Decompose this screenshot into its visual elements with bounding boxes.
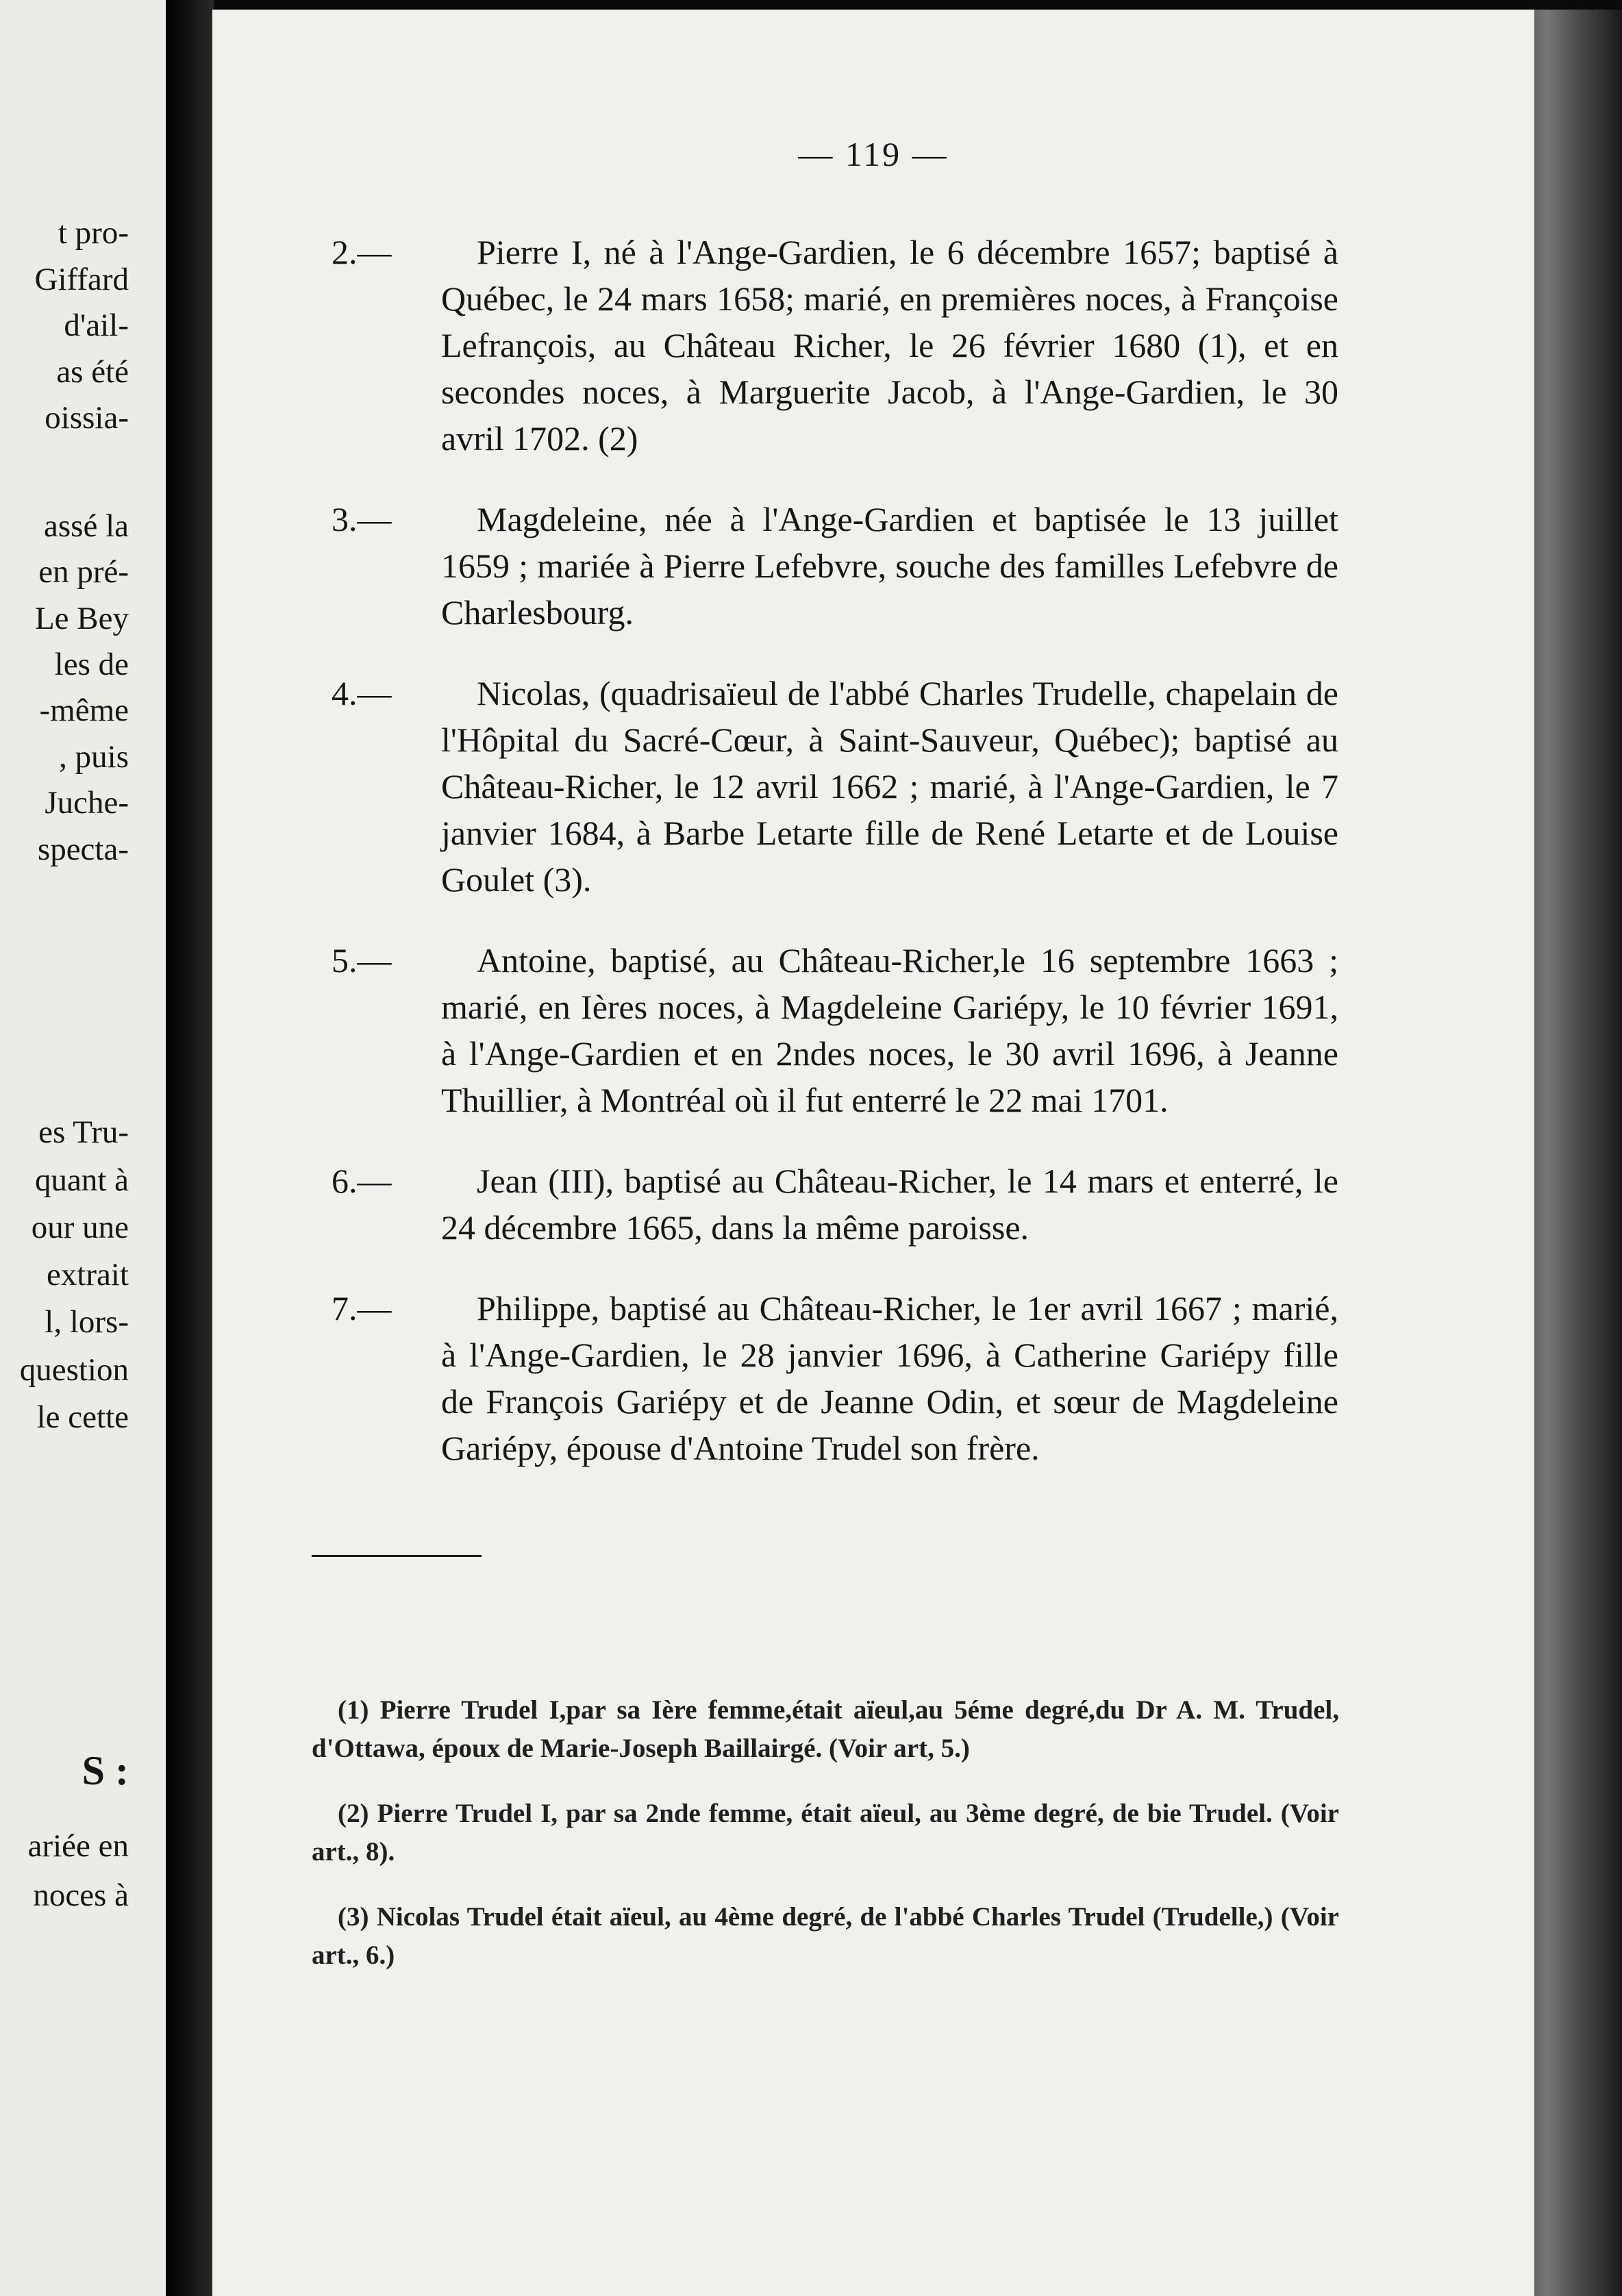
left-page-text-fragment: les de [54, 647, 129, 682]
footnotes [312, 1664, 1339, 1984]
list-item [332, 496, 1338, 636]
entry-list [212, 195, 1534, 1473]
entry-number: 6.— [332, 1162, 392, 1200]
left-page-text-fragment: -même [39, 692, 129, 728]
entry-text: Antoine, baptisé, au Château-Richer,le 16 septembre 1663 ; marié, en Ières noces, à Magdeleine Gariépy, le 10 février 1691, à l'Ange-Gardien et en 2ndes noces, le 30 avril 1696, à Jeanne Thuillier, à Montréal où il fut enterré le 22 mai 1701. [441, 941, 1338, 1119]
left-page-text-fragment: as été [56, 354, 129, 390]
footnote: (2) Pierre Trudel I, par sa 2nde femme, était aïeul, au 3ème degré, de bie Trudel. (Voir art., 8). [312, 1799, 1339, 1867]
left-page-text-fragment: S : [82, 1748, 129, 1793]
list-item [332, 937, 1338, 1123]
entry-number: 7.— [332, 1289, 392, 1327]
entry-text: Nicolas, (quadrisaïeul de l'abbé Charles Trudelle, chapelain de l'Hôpital du Sacré-Cœur, à Saint-Sauveur, Québec); baptisé au Château-Richer, le 12 avril 1662 ; marié, à l'Ange-Gardien, le 7 janvier 1684, à Barbe Letarte fille de René Letarte et de Louise Goulet (3). [441, 674, 1338, 899]
entry-text: Jean (III), baptisé au Château-Richer, le 14 mars et enterré, le 24 décembre 1665, dans la même paroisse. [441, 1162, 1338, 1247]
left-page-text-fragment: t pro- [58, 215, 129, 251]
entry-text: Philippe, baptisé au Château-Richer, le 1er avril 1667 ; marié, à l'Ange-Gardien, le 28 janvier 1696, à Catherine Gariépy fille de François Gariépy et de Jeanne Odin, et sœur de Magdeleine Gariépy, épouse d'Antoine Trudel son frère. [441, 1289, 1338, 1467]
left-page-text-fragment: extrait [46, 1257, 129, 1293]
gutter-shadow [166, 0, 214, 2296]
left-page-text-fragment: oissia- [45, 400, 129, 436]
page-number: — 119 — [798, 135, 949, 173]
left-page-text-fragment: Giffard [34, 262, 129, 297]
left-page-text-fragment: Le Bey [34, 601, 129, 636]
list-item [332, 1158, 1338, 1251]
book-page [212, 10, 1534, 2296]
left-page-text-fragment: , puis [59, 739, 129, 775]
left-page-text-fragment: Juche- [45, 785, 129, 821]
left-page-text-fragment: assé la [44, 508, 129, 544]
list-item [332, 670, 1338, 903]
left-page-text-fragment: es Tru- [38, 1114, 129, 1150]
left-page-text-fragment: l, lors- [45, 1304, 129, 1340]
left-page-text-fragment: le cette [36, 1399, 129, 1435]
entry-text: Magdeleine, née à l'Ange-Gardien et baptisée le 13 juillet 1659 ; mariée à Pierre Lefebvre, souche des familles Lefebvre de Charlesbourg. [441, 500, 1338, 632]
left-page-text-fragment: specta- [37, 832, 129, 867]
list-item [332, 1285, 1338, 1471]
left-page-text-fragment: d'ail- [64, 308, 129, 343]
left-page-text-fragment: our une [31, 1210, 129, 1245]
left-page-text-fragment: noces à [33, 1877, 129, 1913]
left-page-text-fragment: en pré- [38, 554, 129, 590]
entry-number: 4.— [332, 674, 392, 712]
previous-page-strip [0, 0, 166, 2296]
list-item [332, 229, 1338, 462]
entry-text: Pierre I, né à l'Ange-Gardien, le 6 décembre 1657; baptisé à Québec, le 24 mars 1658; marié, en premières noces, à Françoise Lefrançois, au Château Richer, le 26 février 1680 (1), et en secondes noces, à Marguerite Jacob, à l'Ange-Gardien, le 30 avril 1702. (2) [441, 233, 1338, 458]
left-page-text-fragment: ariée en [27, 1828, 129, 1864]
entry-number: 5.— [332, 941, 392, 979]
footnote: (1) Pierre Trudel I,par sa Ière femme,était aïeul,au 5éme degré,du Dr A. M. Trudel, d'Ottawa, époux de Marie-Joseph Baillairgé. (Voir art, 5.) [312, 1695, 1339, 1763]
left-page-text-fragment: question [19, 1352, 129, 1388]
page-edge [1527, 10, 1622, 2296]
footnote: (3) Nicolas Trudel était aïeul, au 4ème degré, de l'abbé Charles Trudel (Trudelle,) (Voir art., 6.) [312, 1902, 1339, 1970]
left-page-text-fragment: quant à [34, 1162, 129, 1198]
footnote-divider [312, 1555, 482, 1557]
entry-number: 3.— [332, 500, 392, 538]
entry-number: 2.— [332, 233, 392, 271]
